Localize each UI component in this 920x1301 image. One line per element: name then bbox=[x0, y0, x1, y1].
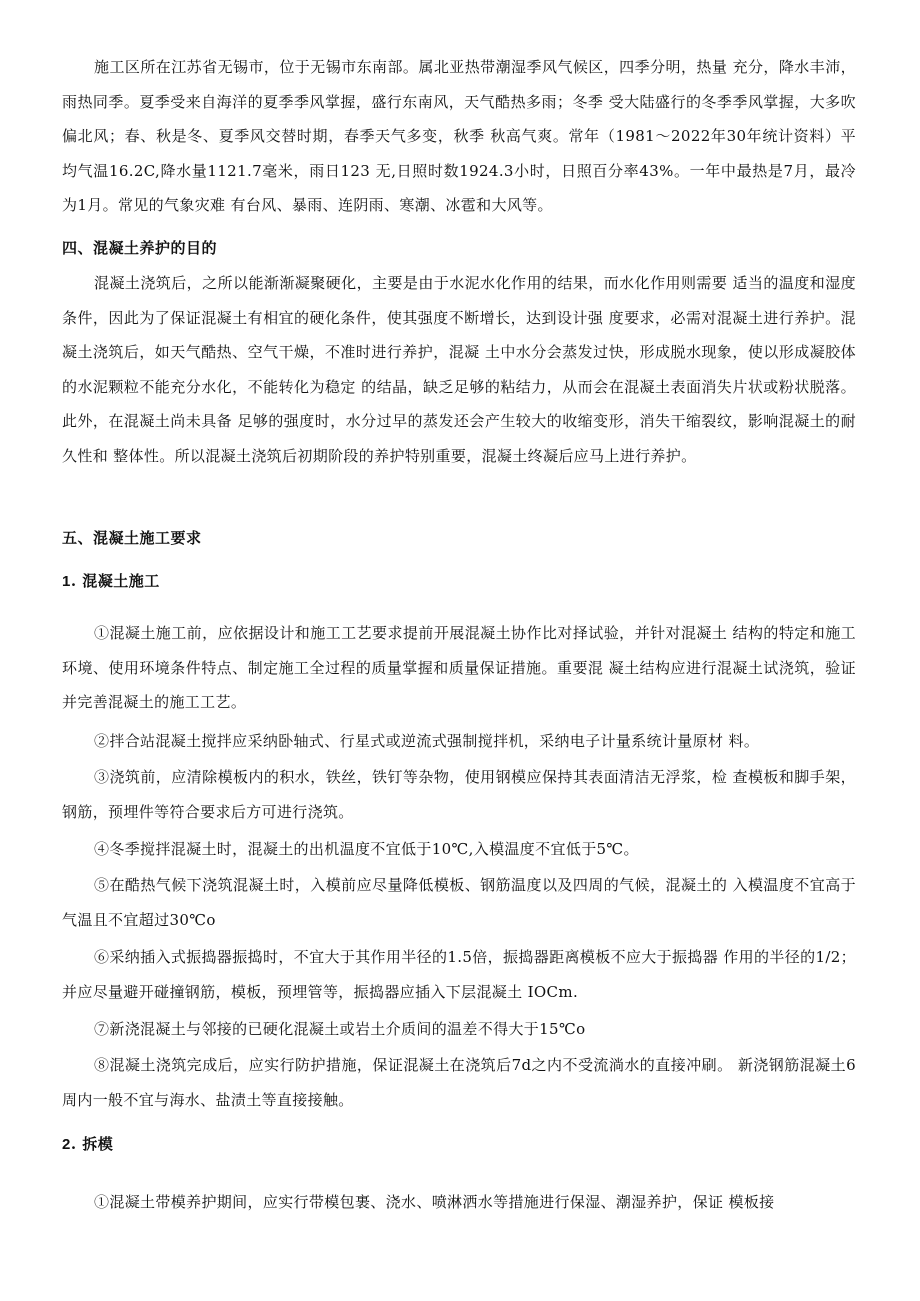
construction-item-6: ⑥采纳插入式振捣器振捣时，不宜大于其作用半径的1.5倍，振捣器距离模板不应大于振捣器 作用的半径的1/2；并应尽量避开碰撞钢筋，模板，预埋管等，振捣器应插入下层混凝土 IOCm. bbox=[62, 948, 856, 1001]
construction-item-2: ②拌合站混凝土搅拌应采纳卧轴式、行星式或逆流式强制搅拌机，采纳电子计量系统计量原材 料。 bbox=[94, 732, 760, 750]
section-4-heading: 四、混凝土养护的目的 bbox=[62, 239, 218, 257]
construction-item-3: ③浇筑前，应清除模板内的积水，铁丝，铁钉等杂物，使用钢模应保持其表面清洁无浮浆，检 查模板和脚手架，钢筋，预埋件等符合要求后方可进行浇筑。 bbox=[62, 768, 856, 821]
construction-item-8: ⑧混凝土浇筑完成后，应实行防护措施，保证混凝土在浇筑后7d之内不受流淌水的直接冲刷。 新浇钢筋混凝土6周内一般不宜与海水、盐渍土等直接接触。 bbox=[62, 1056, 856, 1109]
subsection-1-title: . 混凝土施工 bbox=[70, 572, 160, 590]
section-5-prefix: 五、 bbox=[62, 529, 94, 547]
subsection-1-heading bbox=[62, 569, 160, 594]
subsection-2-title: . 拆模 bbox=[70, 1135, 114, 1153]
formwork-item-1: ①混凝土带模养护期间，应实行带模包裹、浇水、喷淋洒水等措施进行保湿、潮湿养护，保证 模板接 bbox=[94, 1193, 775, 1211]
section-5-title: 混凝土施工要求 bbox=[93, 529, 202, 547]
subsection-2-number: 2 bbox=[62, 1136, 71, 1153]
construction-item-4: ④冬季搅拌混凝土时，混凝土的出机温度不宜低于10℃,入模温度不宜低于5℃。 bbox=[94, 840, 639, 858]
construction-item-1: ①混凝土施工前，应依据设计和施工工艺要求提前开展混凝土协作比对择试验，并针对混凝土 结构的特定和施工环境、使用环境条件特点、制定施工全过程的质量掌握和质量保证措施。重要混 凝土结构应进行混凝土试浇筑，验证并完善混凝土的施工工艺。 bbox=[62, 624, 856, 711]
subsection-2-heading bbox=[62, 1132, 113, 1157]
curing-purpose-paragraph: 混凝土浇筑后，之所以能渐渐凝聚硬化，主要是由于水泥水化作用的结果，而水化作用则需要 适当的温度和湿度条件，因此为了保证混凝土有相宜的硬化条件，使其强度不断增长，达到设计强 度要求，必需对混凝土进行养护。混凝土浇筑后，如天气酷热、空气干燥，不准时进行养护，混凝 土中水分会蒸发过快，形成脱水现象，使以形成凝胶体的水泥颗粒不能充分水化，不能转化为稳定 的结晶，缺乏足够的粘结力，从而会在混凝土表面消失片状或粉状脱落。此外，在混凝土尚未具备 足够的强度时，水分过早的蒸发还会产生较大的收缩变形，消失干缩裂纹，影响混凝土的耐久性和 整体性。所以混凝土浇筑后初期阶段的养护特别重要，混凝土终凝后应马上进行养护。 bbox=[62, 274, 856, 465]
subsection-1-number: 1 bbox=[62, 573, 71, 590]
construction-item-5: ⑤在酷热气候下浇筑混凝土时，入模前应尽量降低模板、钢筋温度以及四周的气候，混凝土的 入模温度不宜高于气温且不宜超过30℃o bbox=[62, 876, 856, 929]
climate-paragraph: 施工区所在江苏省无锡市，位于无锡市东南部。属北亚热带潮湿季风气候区，四季分明，热量 充分，降水丰沛，雨热同季。夏季受来自海洋的夏季季风掌握，盛行东南风，天气酷热多雨；冬季 受大陆盛行的冬季季风掌握，大多吹偏北风；春、秋是冬、夏季风交替时期，春季天气多变，秋季 秋高气爽。常年（1981～2022年30年统计资料）平均气温16.2C,降水量1121.7毫米，雨日123 无,日照时数1924.3小时，日照百分率43%。一年中最热是7月，最冷为1月。常见的气象灾难 有台风、暴雨、连阴雨、寒潮、冰雹和大风等。 bbox=[62, 58, 856, 214]
section-5-heading bbox=[62, 526, 202, 550]
construction-item-7: ⑦新浇混凝土与邻接的已硬化混凝土或岩土介质间的温差不得大于15℃o bbox=[94, 1020, 586, 1038]
